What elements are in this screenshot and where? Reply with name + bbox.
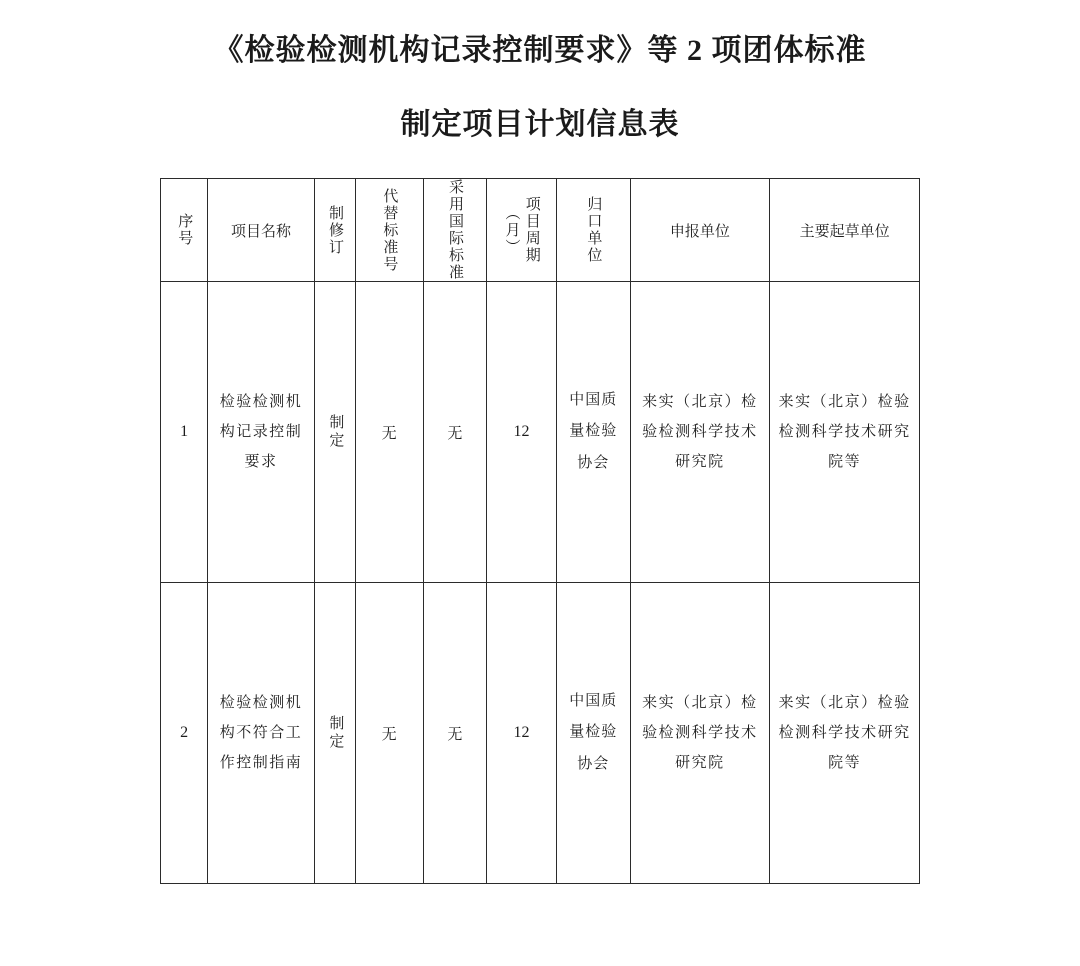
page-title-line-2: 制定项目计划信息表 [400, 108, 680, 141]
column-header-period-label: 项目周期（月） [503, 196, 540, 264]
cell-international [423, 583, 487, 884]
page-title-line-1: 《检验检测机构记录控制要求》等 2 项团体标准 [213, 34, 867, 67]
column-header-department-label: 归口单位 [585, 196, 602, 264]
cell-department [556, 583, 630, 884]
plan-table [160, 178, 920, 884]
cell-seq-value: 1 [180, 423, 189, 440]
column-header-international-label: 采用国际标准 [446, 179, 463, 281]
table-row [161, 583, 920, 884]
column-header-department [556, 179, 630, 282]
cell-applicant [630, 583, 769, 884]
table-header-row [161, 179, 920, 282]
column-header-name-label: 项目名称 [230, 223, 291, 240]
cell-name [208, 282, 315, 583]
column-header-seq [161, 179, 208, 282]
column-header-type [314, 179, 355, 282]
cell-period-value: 12 [513, 423, 530, 440]
cell-drafter-value: 来实（北京）检验检测科学技术研究院等 [778, 695, 911, 771]
cell-replace-value: 无 [381, 726, 397, 743]
cell-type [314, 583, 355, 884]
column-header-type-label: 制修订 [326, 204, 343, 256]
cell-replace-value: 无 [381, 425, 397, 442]
column-header-period [487, 179, 557, 282]
cell-replace [355, 282, 423, 583]
cell-department-value: 中国质量检验协会 [569, 391, 618, 471]
cell-department-value: 中国质量检验协会 [569, 692, 618, 772]
cell-period [487, 282, 557, 583]
table-row [161, 282, 920, 583]
cell-name [208, 583, 315, 884]
cell-applicant [630, 282, 769, 583]
cell-seq-value: 2 [180, 724, 189, 741]
cell-seq [161, 282, 208, 583]
cell-type [314, 282, 355, 583]
cell-applicant-value: 来实（北京）检验检测科学技术研究院 [642, 695, 758, 771]
cell-drafter [770, 583, 920, 884]
cell-seq [161, 583, 208, 884]
cell-period-value: 12 [513, 724, 530, 741]
column-header-applicant-label: 申报单位 [669, 223, 730, 240]
cell-international-value: 无 [447, 726, 463, 743]
column-header-international [423, 179, 487, 282]
column-header-drafter [770, 179, 920, 282]
cell-international [423, 282, 487, 583]
cell-department [556, 282, 630, 583]
cell-name-value: 检验检测机构不符合工作控制指南 [219, 695, 303, 771]
cell-replace [355, 583, 423, 884]
column-header-drafter-label: 主要起草单位 [799, 223, 890, 240]
column-header-replace [355, 179, 423, 282]
column-header-replace-label: 代替标准号 [381, 187, 398, 273]
cell-type-value: 制定 [327, 715, 344, 751]
column-header-name [208, 179, 315, 282]
column-header-applicant [630, 179, 769, 282]
plan-table-container [0, 178, 1080, 884]
cell-type-value: 制定 [327, 414, 344, 450]
column-header-seq-label: 序号 [176, 213, 193, 247]
cell-applicant-value: 来实（北京）检验检测科学技术研究院 [642, 394, 758, 470]
cell-drafter-value: 来实（北京）检验检测科学技术研究院等 [778, 394, 911, 470]
cell-international-value: 无 [447, 425, 463, 442]
document-page [0, 36, 1080, 966]
cell-name-value: 检验检测机构记录控制要求 [219, 394, 303, 470]
cell-drafter [770, 282, 920, 583]
cell-period [487, 583, 557, 884]
